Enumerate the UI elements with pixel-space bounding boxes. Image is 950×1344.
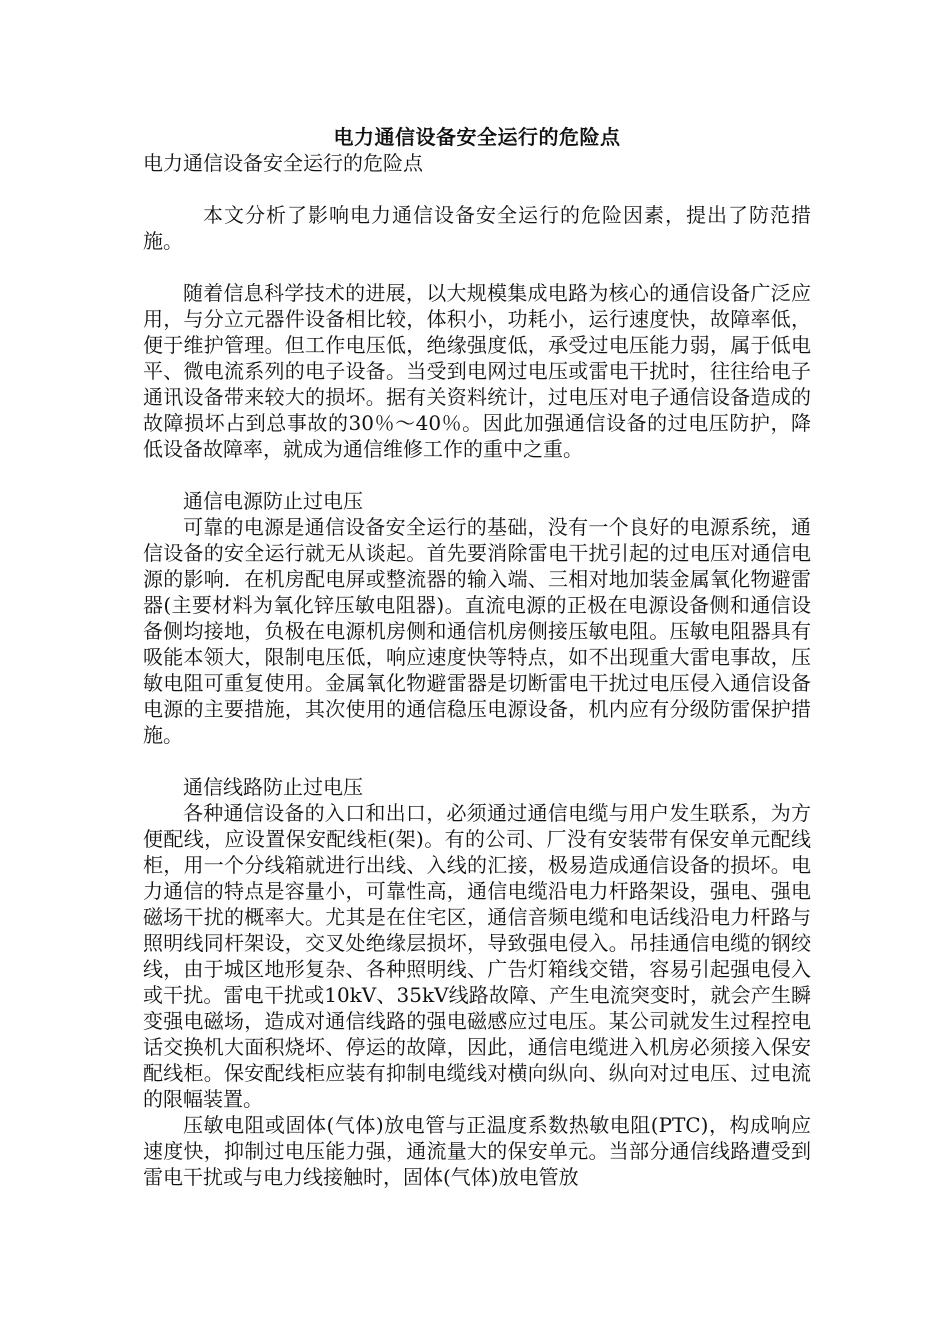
section-heading-power: 通信电源防止过电压 xyxy=(183,489,363,513)
document-subtitle: 电力通信设备安全运行的危险点 xyxy=(143,151,423,175)
section-heading-lines: 通信线路防止过电压 xyxy=(183,775,363,799)
section-lines-paragraph-1: 各种通信设备的入口和出口，必须通过通信电缆与用户发生联系，为方便配线，应设置保安配线柜(架)。有的公司、厂没有安装带有保安单元配线柜，用一个分线箱就进行出线、入线的汇接，极易造成通信设备的损坏。电力通信的特点是容量小，可靠性高，通信电缆沿电力杆路架设，强电、强电磁场干扰的概率大。尤其是在住宅区，通信音频电缆和电话线沿电力杆路与照明线同杆架设，交叉处绝缘层损坏，导致强电侵入。吊挂通信电缆的钢绞线，由于城区地形复杂、各种照明线、广告灯箱线交错，容易引起强电侵入或干扰。雷电干扰或10kV、35kV线路故障、产生电流突变时，就会产生瞬变强电磁场，造成对通信线路的强电磁感应过电压。某公司就发生过程控电话交换机大面积烧坏、停运的故障，因此，通信电缆进入机房必须接入保安配线柜。保安配线柜应装有抑制电缆线对横向纵向、纵向对过电压、过电流的限幅装置。 xyxy=(143,801,811,1111)
spacer xyxy=(143,462,811,488)
spacer xyxy=(143,254,811,280)
abstract-paragraph: 本文分析了影响电力通信设备安全运行的危险因素，提出了防范措施。 xyxy=(143,203,811,253)
intro-paragraph: 随着信息科学技术的进展，以大规模集成电路为核心的通信设备广泛应用，与分立元器件设备相比较，体积小，功耗小，运行速度快，故障率低，便于维护管理。但工作电压低，绝缘强度低，承受过电压能力弱，属于低电平、微电流系列的电子设备。当受到电网过电压或雷电干扰时，往往给电子通讯设备带来较大的损坏。据有关资料统计，过电压对电子通信设备造成的故障损坏占到总事故的30％～40％。因此加强通信设备的过电压防护，降低设备故障率，就成为通信维修工作的重中之重。 xyxy=(143,281,811,461)
document-page xyxy=(143,124,811,1190)
document-title: 电力通信设备安全运行的危险点 xyxy=(333,125,621,149)
spacer xyxy=(143,176,811,202)
spacer xyxy=(143,748,811,774)
section-lines-paragraph-2: 压敏电阻或固体(气体)放电管与正温度系数热敏电阻(PTC)，构成响应速度快，抑制过电压能力强，通流量大的保安单元。当部分通信线路遭受到雷电干扰或与电力线接触时，固体(气体)放电管放 xyxy=(143,1113,811,1189)
section-power-paragraph: 可靠的电源是通信设备安全运行的基础，没有一个良好的电源系统，通信设备的安全运行就无从谈起。首先要消除雷电干扰引起的过电压对通信电源的影响．在机房配电屏或整流器的输入端、三相对地加装金属氧化物避雷器(主要材料为氧化锌压敏电阻器)。直流电源的正极在电源设备侧和通信设备侧均接地，负极在电源机房侧和通信机房侧接压敏电阻。压敏电阻器具有吸能本领大，限制电压低，响应速度快等特点，如不出现重大雷电事故，压敏电阻可重复使用。金属氧化物避雷器是切断雷电干扰过电压侵入通信设备电源的主要措施，其次使用的通信稳压电源设备，机内应有分级防雷保护措施。 xyxy=(143,515,811,747)
